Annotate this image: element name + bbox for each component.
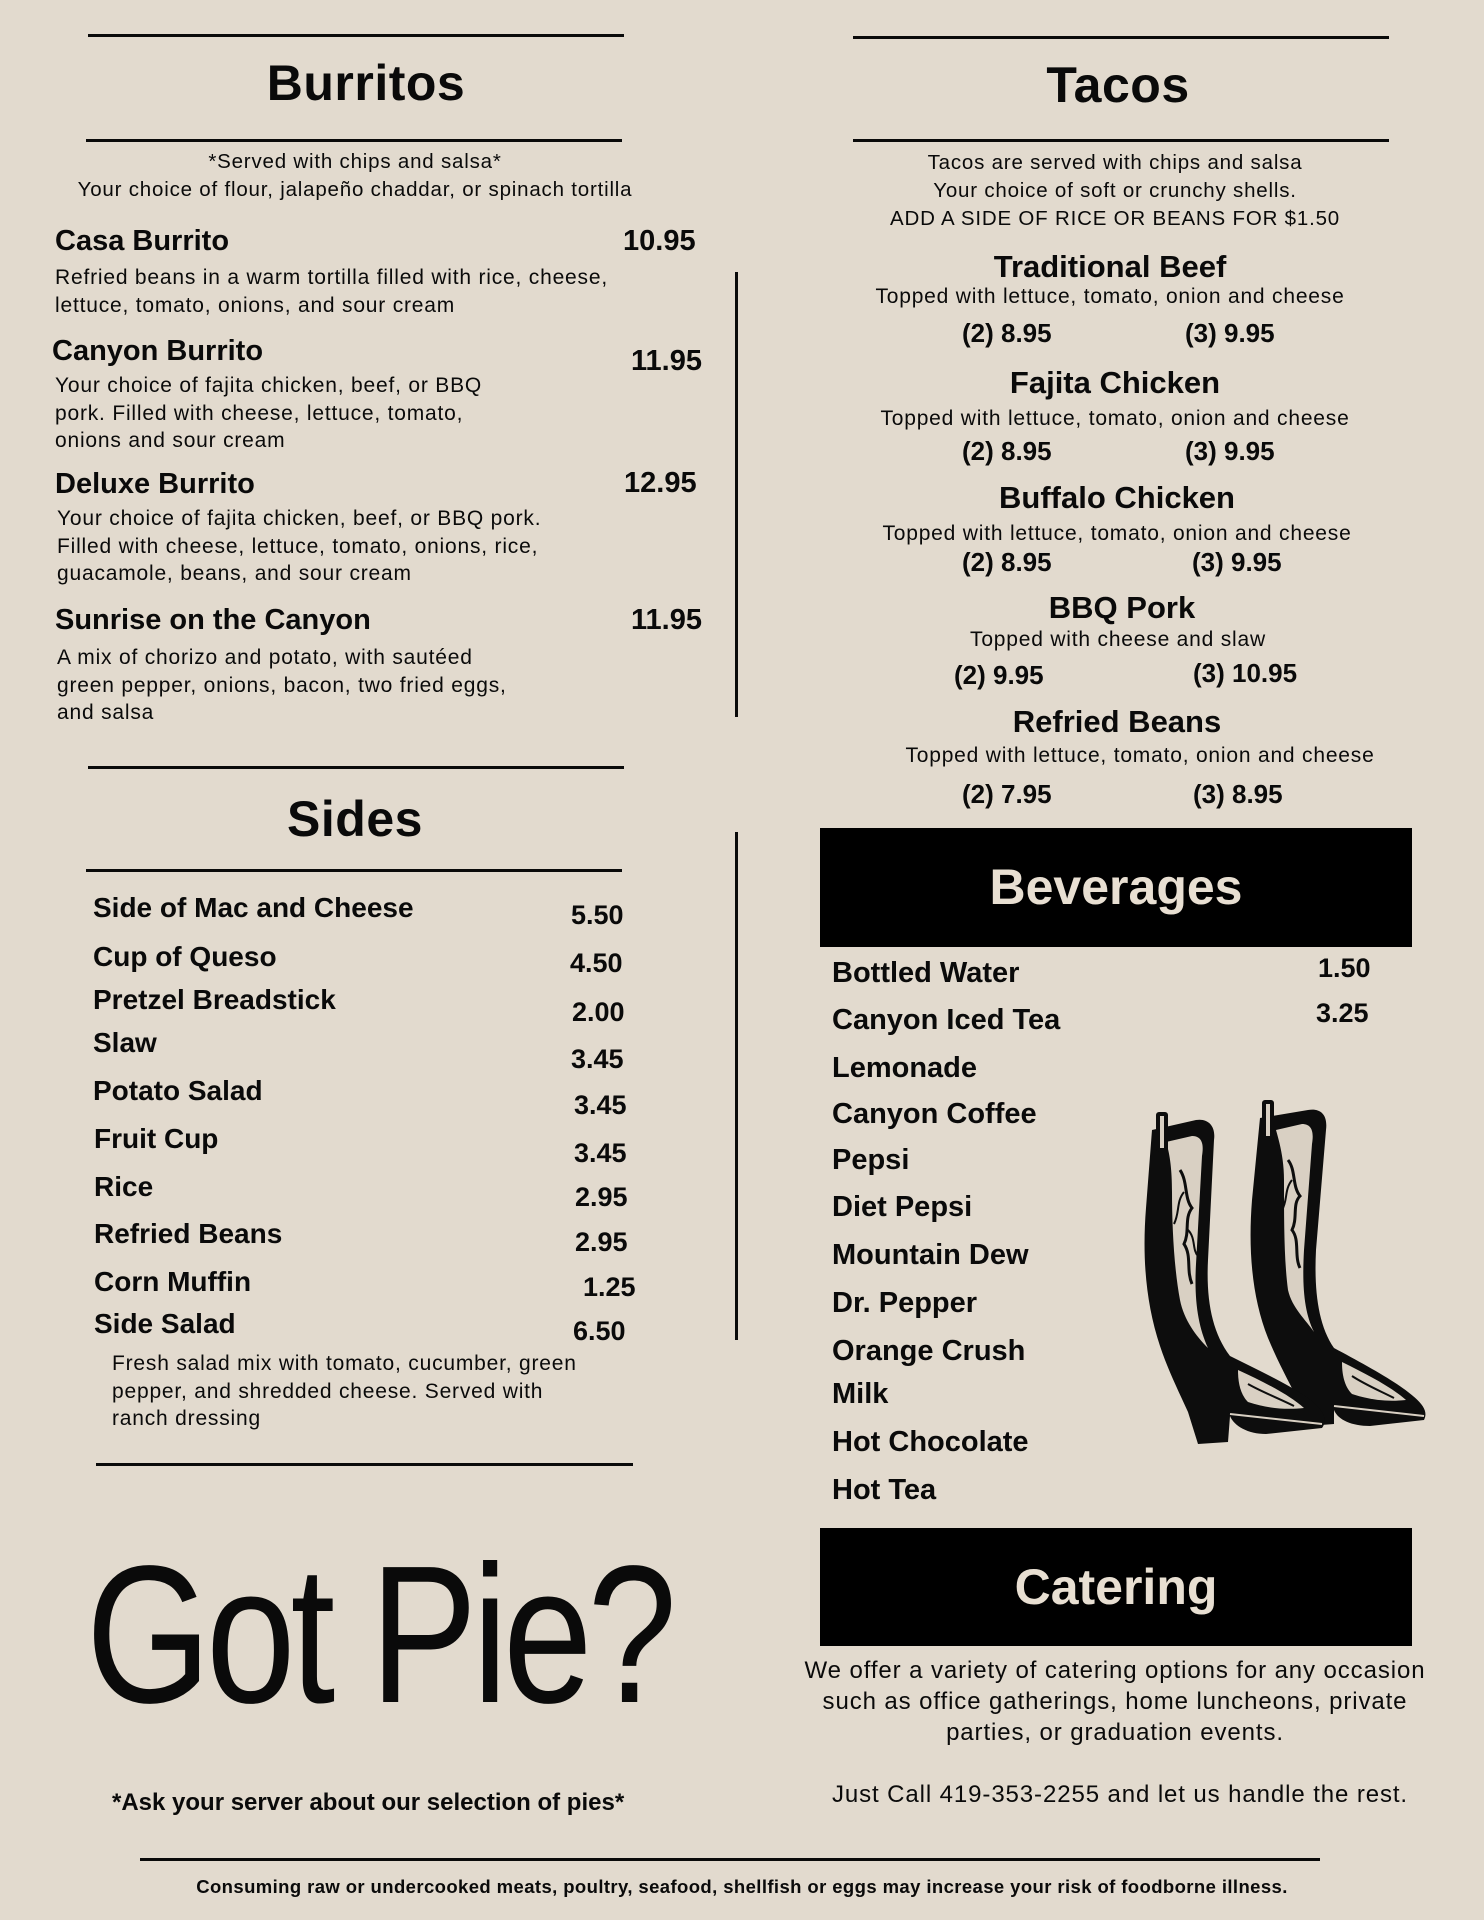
side-name: Slaw [93, 1027, 157, 1058]
side-name: Rice [94, 1171, 154, 1202]
burrito-name: Canyon Burrito [52, 335, 264, 367]
beverages-banner: Beverages [820, 828, 1412, 947]
sides-bottom-rule [86, 869, 622, 872]
foodborne-warning: Consuming raw or undercooked meats, poultry, seafood, shellfish or eggs may increase your risk of foodborne illness. [196, 1876, 1288, 1897]
beverage-name: Diet Pepsi [832, 1191, 973, 1223]
side-price: 3.45 [571, 1044, 624, 1074]
side-salad-desc: Fresh salad mix with tomato, cucumber, green pepper, and shredded cheese. Served with ranch dressing [112, 1352, 577, 1430]
beverage-name: Canyon Coffee [832, 1098, 1037, 1130]
beverage-name: Hot Chocolate [832, 1426, 1029, 1458]
burritos-bottom-rule [86, 139, 622, 142]
catering-banner: Catering [820, 1528, 1412, 1646]
burritos-title: Burritos [266, 55, 466, 111]
tacos-bottom-rule [853, 139, 1389, 142]
taco-price-two: (2) 8.95 [962, 547, 1052, 577]
burritos-note-tortilla: Your choice of flour, jalapeño chaddar, or spinach tortilla [77, 178, 633, 201]
side-name: Cup of Queso [93, 941, 277, 972]
sides-footer-rule [96, 1463, 633, 1466]
column-divider-top [735, 272, 738, 717]
side-price: 1.25 [583, 1272, 636, 1302]
taco-price-three: (3) 9.95 [1185, 318, 1275, 348]
taco-name: BBQ Pork [1048, 590, 1196, 625]
taco-desc: Topped with lettuce, tomato, onion and cheese [905, 744, 1375, 767]
side-name: Corn Muffin [94, 1266, 252, 1297]
burrito-desc: Your choice of fajita chicken, beef, or BBQ pork. Filled with cheese, lettuce, tomato, onions and sour cream [55, 374, 483, 452]
beverage-name: Lemonade [832, 1052, 978, 1084]
taco-price-three: (3) 10.95 [1193, 658, 1298, 688]
beverage-name: Orange Crush [832, 1335, 1026, 1367]
sides-title: Sides [287, 791, 423, 847]
side-name: Refried Beans [94, 1218, 283, 1249]
taco-name: Traditional Beef [993, 249, 1227, 284]
tacos-note-shells: Your choice of soft or crunchy shells. [933, 179, 1297, 202]
side-price: 3.45 [574, 1138, 627, 1168]
side-price: 6.50 [573, 1316, 626, 1346]
burrito-price: 12.95 [624, 467, 697, 499]
tacos-note-chips: Tacos are served with chips and salsa [927, 151, 1303, 174]
burrito-price: 11.95 [631, 345, 702, 377]
beverage-name: Dr. Pepper [832, 1287, 978, 1319]
burritos-top-rule [88, 34, 624, 37]
burrito-name: Sunrise on the Canyon [55, 604, 371, 636]
burrito-price: 11.95 [631, 604, 702, 636]
beverage-name: Canyon Iced Tea [832, 1004, 1061, 1036]
side-price: 2.95 [575, 1182, 628, 1212]
burrito-desc: Refried beans in a warm tortilla filled with rice, cheese, lettuce, tomato, onions, and sour cream [55, 266, 608, 317]
beverage-name: Milk [832, 1378, 889, 1410]
beverage-name: Hot Tea [832, 1474, 937, 1506]
column-divider-bottom [735, 832, 738, 1340]
burrito-desc: Your choice of fajita chicken, beef, or BBQ pork. Filled with cheese, lettuce, tomato, onions, rice, guacamole, beans, and sour cream [57, 507, 542, 585]
tacos-title: Tacos [1046, 57, 1190, 113]
taco-price-two: (2) 7.95 [962, 779, 1052, 809]
burrito-desc: A mix of chorizo and potato, with sautéed green pepper, onions, bacon, two fried eggs, and salsa [57, 646, 507, 724]
taco-desc: Topped with lettuce, tomato, onion and cheese [880, 407, 1350, 430]
burrito-name: Casa Burrito [55, 225, 230, 257]
pie-headline: Got Pie? [86, 1525, 673, 1744]
burrito-price: 10.95 [623, 225, 696, 257]
side-price: 5.50 [571, 900, 624, 930]
pie-note: *Ask your server about our selection of pies* [112, 1789, 625, 1816]
side-price: 2.00 [572, 997, 625, 1027]
tacos-top-rule [853, 36, 1389, 39]
taco-desc: Topped with lettuce, tomato, onion and cheese [875, 285, 1345, 308]
side-name: Side of Mac and Cheese [93, 892, 414, 923]
beverage-price: 1.50 [1318, 953, 1371, 983]
footer-rule [140, 1858, 1320, 1861]
taco-desc: Topped with cheese and slaw [970, 628, 1266, 651]
side-price: 3.45 [574, 1090, 627, 1120]
catering-call: Just Call 419-353-2255 and let us handle the rest. [831, 1781, 1408, 1808]
taco-price-three: (3) 8.95 [1193, 779, 1283, 809]
beverage-price: 3.25 [1316, 998, 1369, 1028]
taco-desc: Topped with lettuce, tomato, onion and cheese [882, 522, 1352, 545]
beverage-name: Mountain Dew [832, 1239, 1029, 1271]
taco-price-two: (2) 8.95 [962, 318, 1052, 348]
catering-text: We offer a variety of catering options for any occasion such as office gatherings, home luncheons, private parties, or graduation events. [804, 1657, 1426, 1746]
burrito-name: Deluxe Burrito [55, 468, 255, 500]
tacos-note-add-side: ADD A SIDE OF RICE OR BEANS FOR $1.50 [890, 207, 1340, 230]
taco-name: Fajita Chicken [1009, 365, 1221, 400]
taco-price-three: (3) 9.95 [1192, 547, 1282, 577]
taco-price-three: (3) 9.95 [1185, 436, 1275, 466]
taco-name: Buffalo Chicken [999, 480, 1235, 515]
side-name: Potato Salad [93, 1075, 263, 1106]
side-name: Pretzel Breadstick [93, 984, 336, 1015]
beverage-name: Pepsi [832, 1144, 910, 1176]
burritos-note-chips: *Served with chips and salsa* [208, 150, 502, 173]
sides-top-rule [88, 766, 624, 769]
side-price: 2.95 [575, 1227, 628, 1257]
cowboy-boots-icon [1138, 1100, 1434, 1462]
taco-name: Refried Beans [1012, 704, 1222, 739]
taco-price-two: (2) 9.95 [954, 660, 1044, 690]
side-name: Side Salad [94, 1308, 236, 1339]
taco-price-two: (2) 8.95 [962, 436, 1052, 466]
side-name: Fruit Cup [94, 1123, 219, 1154]
beverage-name: Bottled Water [832, 957, 1020, 989]
side-price: 4.50 [570, 948, 623, 978]
